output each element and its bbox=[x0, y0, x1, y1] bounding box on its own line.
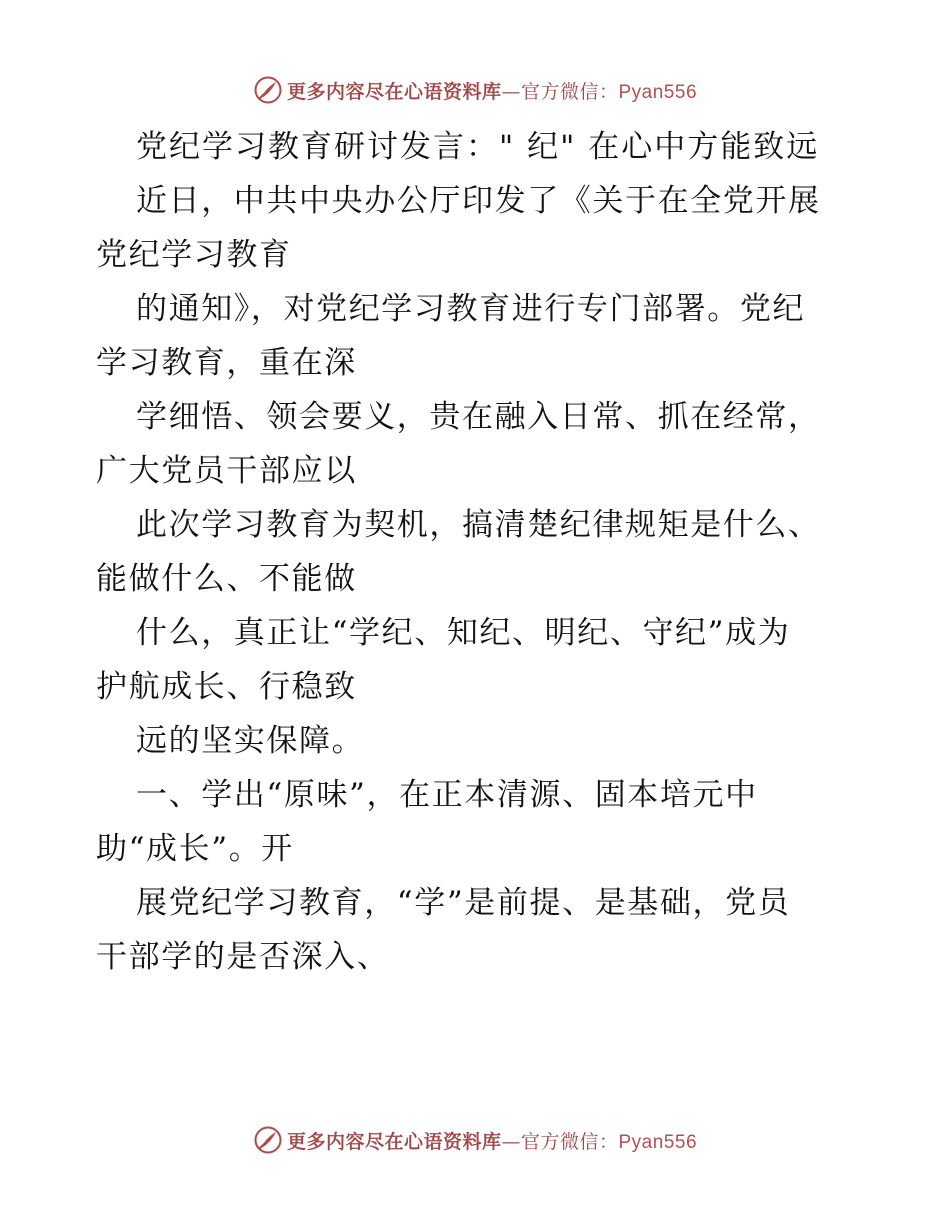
paragraph-line: 能做什么、不能做 bbox=[96, 561, 357, 597]
paragraph-line: 什么，真正让“学纪、知纪、明纪、守纪”成为 bbox=[136, 615, 791, 651]
section-heading-line: 一、学出“原味”，在正本清源、固本培元中 bbox=[136, 777, 758, 813]
watermark-header bbox=[0, 70, 950, 110]
watermark-footer bbox=[0, 1120, 950, 1160]
watermark-dash: — bbox=[501, 1130, 521, 1153]
watermark-wechat-label: 官方微信： bbox=[520, 1130, 619, 1153]
paragraph-line: 近日，中共中央办公厅印发了《关于在全党开展 bbox=[136, 183, 821, 219]
document-body bbox=[96, 120, 856, 984]
watermark-wechat-id: Pyan556 bbox=[618, 81, 698, 103]
paragraph-line: 展党纪学习教育，“学”是前提、是基础，党员 bbox=[136, 885, 791, 921]
section-heading-line: 助“成长”。开 bbox=[96, 831, 294, 867]
paragraph-line: 护航成长、行稳致 bbox=[96, 669, 357, 705]
paragraph-line: 远的坚实保障。 bbox=[136, 723, 365, 759]
watermark-label: 更多内容尽在心语资料库 bbox=[286, 80, 502, 103]
watermark-wechat-label: 官方微信： bbox=[520, 80, 619, 103]
quill-logo-icon bbox=[253, 75, 283, 105]
paragraph-line: 的通知》，对党纪学习教育进行专门部署。党纪 bbox=[136, 291, 806, 327]
paragraph-line: 此次学习教育为契机，搞清楚纪律规矩是什么、 bbox=[136, 507, 821, 543]
paragraph-line: 干部学的是否深入、 bbox=[96, 939, 390, 975]
watermark-wechat-id: Pyan556 bbox=[618, 1131, 698, 1153]
watermark-label: 更多内容尽在心语资料库 bbox=[286, 1130, 502, 1153]
paragraph-line: 广大党员干部应以 bbox=[96, 453, 357, 489]
watermark-text bbox=[287, 77, 697, 104]
watermark-text bbox=[287, 1127, 697, 1154]
document-title: 党纪学习教育研讨发言：" 纪" 在心中方能致远 bbox=[136, 129, 820, 165]
quill-logo-icon bbox=[253, 1125, 283, 1155]
paragraph-line: 学习教育，重在深 bbox=[96, 345, 357, 381]
paragraph-line: 党纪学习教育 bbox=[96, 237, 292, 273]
watermark-dash: — bbox=[501, 80, 521, 103]
paragraph-line: 学细悟、领会要义，贵在融入日常、抓在经常， bbox=[136, 399, 821, 435]
